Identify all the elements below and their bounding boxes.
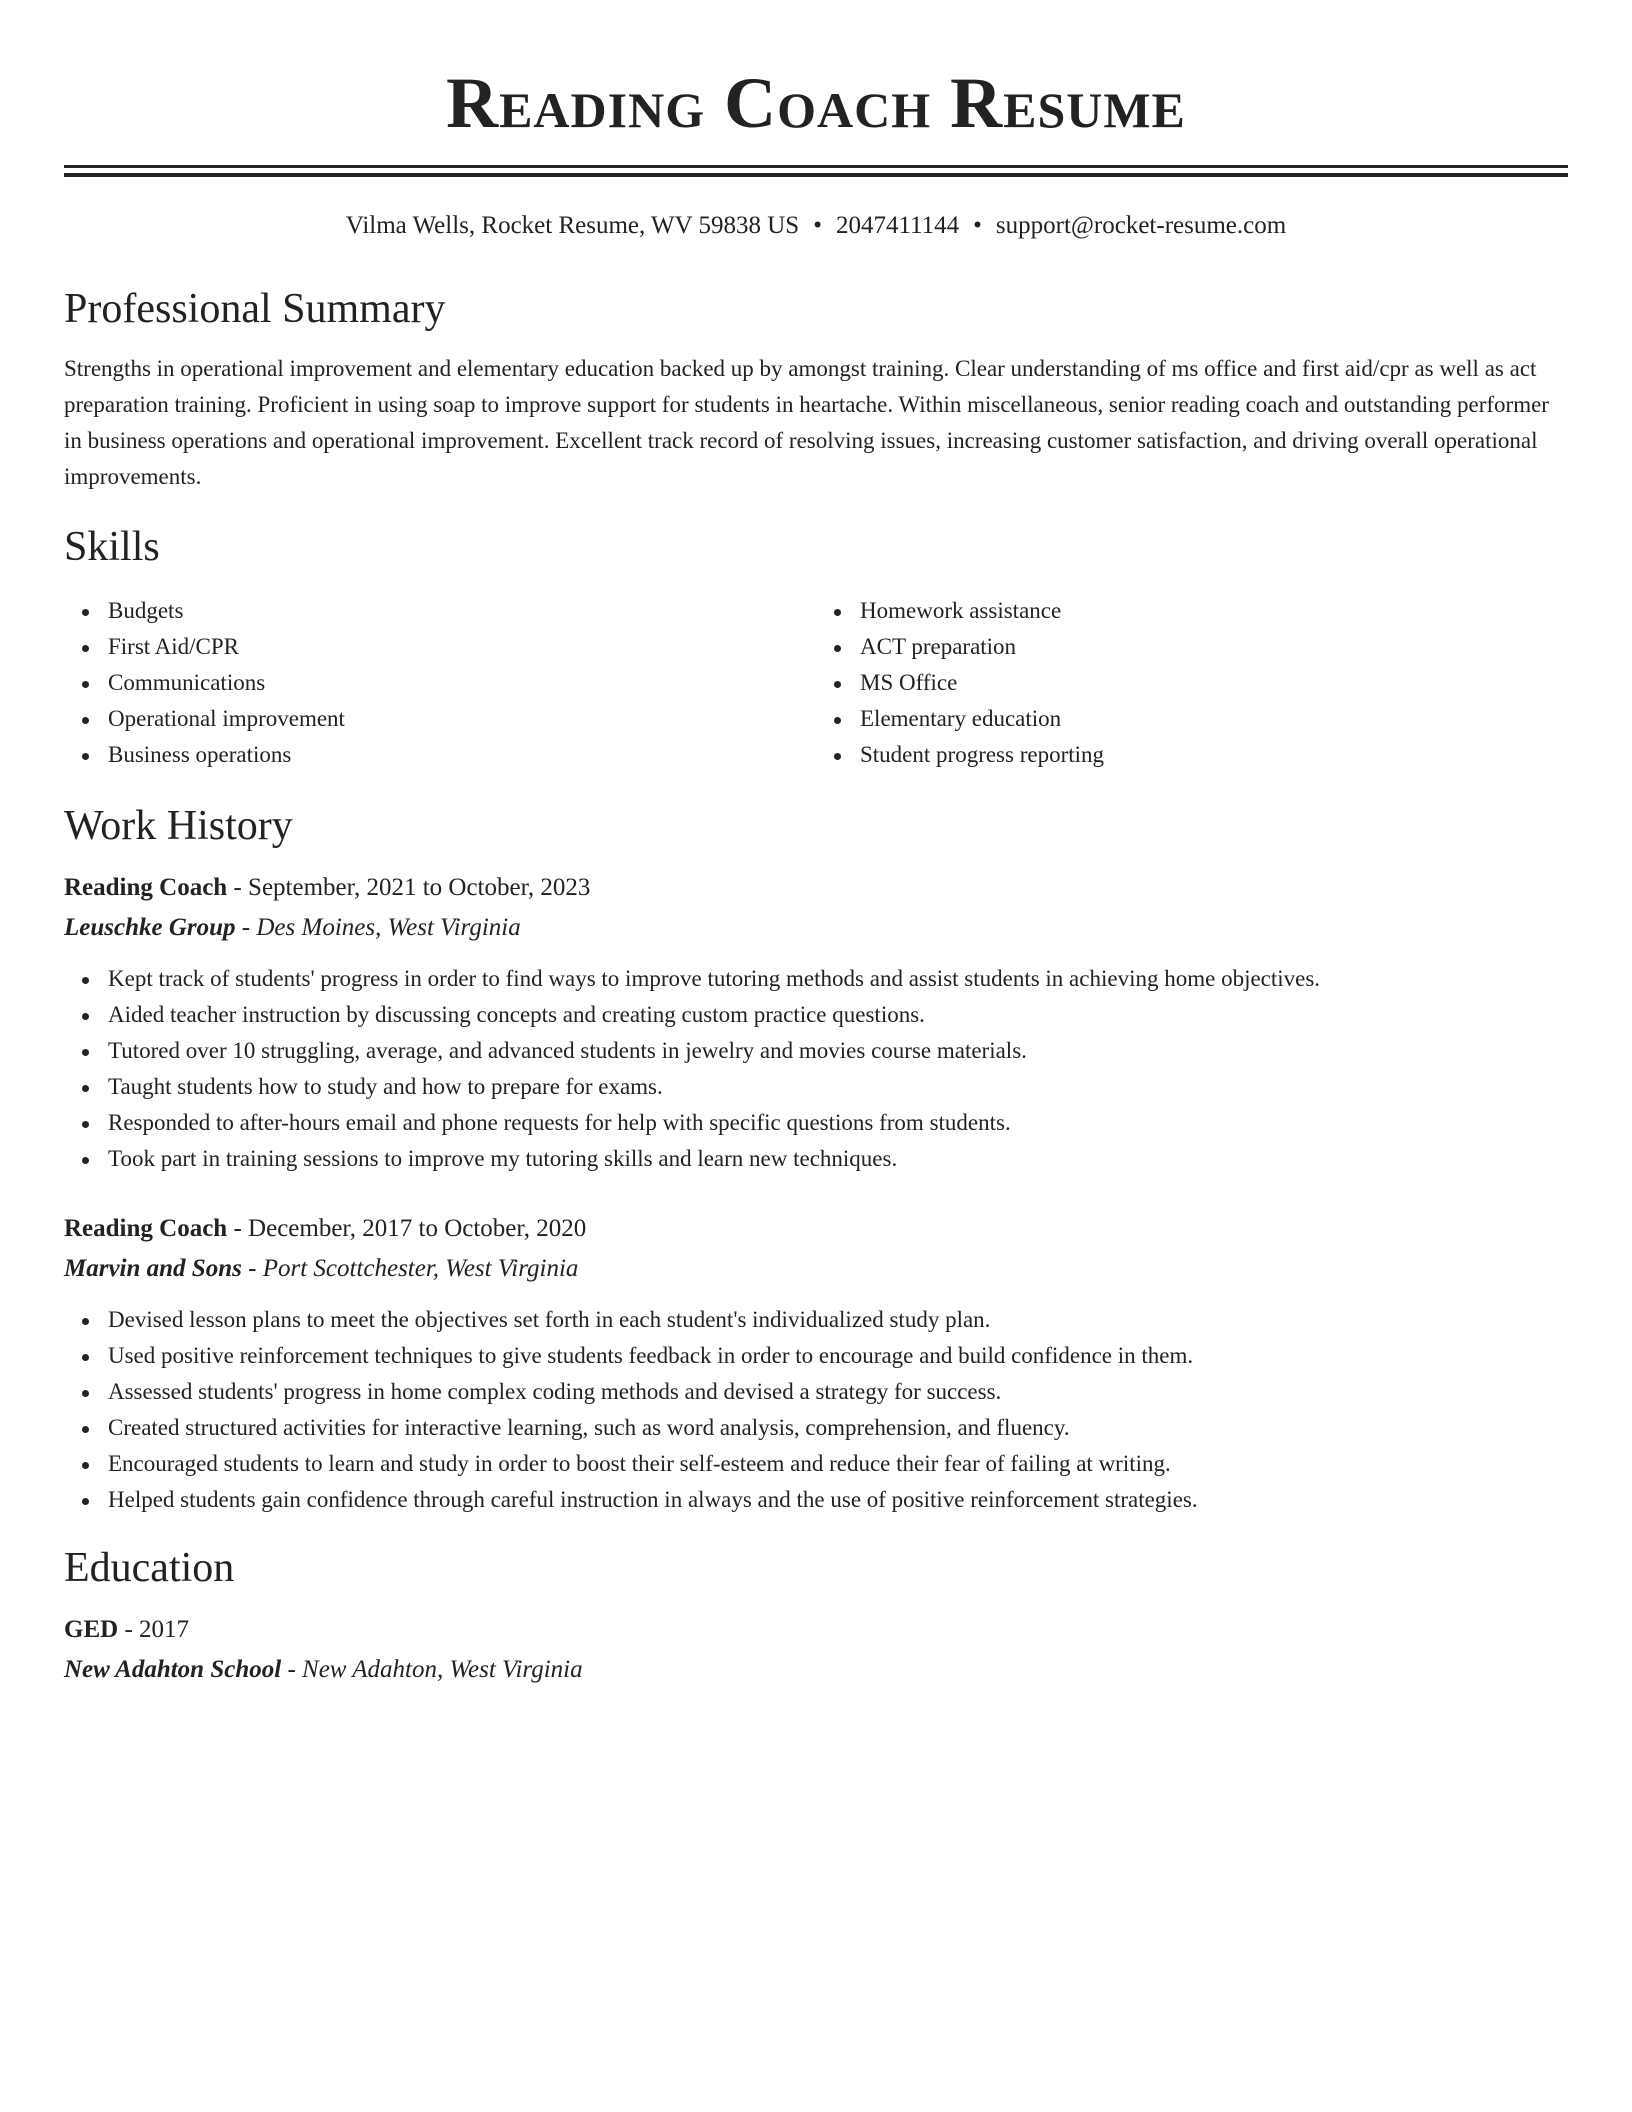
job-header [64,868,1568,908]
resume-page [64,0,1568,1690]
dash: - [233,874,242,901]
summary-text: Strengths in operational improvement and elementary education backed up by amongst training. Clear understanding of ms office and first aid/cpr as well as act preparation training. Proficient in using soap to improve support for students in heartache. Within miscellaneous, senior reading coach and outstanding performer in business operations and operational improvement. Excellent track record of resolving issues, increasing customer satisfaction, and driving overall operational improvements. [64,356,1549,489]
contact-separator: • [973,212,982,239]
dash: - [233,1215,242,1242]
job-bullet: Responded to after-hours email and phone requests for help with specific questions from students. [108,1105,1568,1141]
skills-left-list [64,593,816,773]
job-dates: September, 2021 to October, 2023 [248,874,591,901]
job-employer [64,1249,1568,1289]
skill-item: Student progress reporting [860,737,1568,773]
work-history-heading: Work History [64,803,293,849]
job-bullet: Devised lesson plans to meet the objectives set forth in each student's individualized study plan. [108,1302,1568,1338]
education-school-line [64,1650,1568,1690]
job-company: Leuschke Group [64,914,236,941]
job-bullet-list [64,1302,1568,1518]
skill-item: First Aid/CPR [108,629,816,665]
divider-line-thin [64,165,1568,168]
skills-columns [64,593,1568,773]
job-bullet: Tutored over 10 struggling, average, and advanced students in jewelry and movies course materials. [108,1033,1568,1069]
skills-right-list [816,593,1568,773]
skill-item: ACT preparation [860,629,1568,665]
education-section [64,1542,1568,1690]
skill-item: Communications [108,665,816,701]
education-header [64,1610,1568,1650]
job-bullet: Taught students how to study and how to prepare for exams. [108,1069,1568,1105]
contact-email: support@rocket-resume.com [995,212,1287,239]
education-entry [64,1610,1568,1690]
job-bullet: Encouraged students to learn and study in order to boost their self-esteem and reduce their fear of failing at writing. [108,1446,1568,1482]
education-degree: GED [64,1616,119,1643]
skill-item: Operational improvement [108,701,816,737]
dash: - [124,1616,133,1643]
skill-item: MS Office [860,665,1568,701]
job-bullet: Used positive reinforcement techniques to give students feedback in order to encourage and build confidence in them. [108,1338,1568,1374]
skills-heading: Skills [64,524,160,570]
contact-phone: 2047411144 [835,212,960,239]
job-dates: December, 2017 to October, 2020 [248,1215,587,1242]
education-heading: Education [64,1545,235,1591]
job-bullet: Kept track of students' progress in order to find ways to improve tutoring methods and assist students in achieving home objectives. [108,961,1568,997]
contact-separator: • [813,212,822,239]
education-location: New Adahton, West Virginia [302,1656,583,1683]
job-bullet: Assessed students' progress in home complex coding methods and devised a strategy for success. [108,1374,1568,1410]
dash: - [287,1656,296,1683]
job-title: Reading Coach [64,874,228,901]
job-location: Port Scottchester, West Virginia [262,1255,579,1282]
contact-line [64,211,1568,241]
summary-section [64,283,1568,495]
skill-item: Budgets [108,593,816,629]
education-school: New Adahton School [64,1656,282,1683]
skill-item: Business operations [108,737,816,773]
job-bullet: Created structured activities for interactive learning, such as word analysis, comprehension, and fluency. [108,1410,1568,1446]
dash: - [248,1255,257,1282]
job-title: Reading Coach [64,1215,228,1242]
skills-section [64,521,1568,773]
job-bullet-list [64,961,1568,1177]
dash: - [241,914,251,941]
job-bullet: Helped students gain confidence through careful instruction in always and the use of positive reinforcement strategies. [108,1482,1568,1518]
education-year: 2017 [139,1616,190,1643]
job-bullet: Took part in training sessions to improve my tutoring skills and learn new techniques. [108,1141,1568,1177]
job-entry [64,868,1568,1177]
divider-line-thick [64,173,1568,177]
title-divider [64,165,1568,177]
job-location: Des Moines, West Virginia [256,914,521,941]
job-header [64,1209,1568,1249]
job-company: Marvin and Sons [64,1255,242,1282]
job-employer [64,908,1568,948]
job-entry [64,1209,1568,1518]
skill-item: Homework assistance [860,593,1568,629]
contact-address: Vilma Wells, Rocket Resume, WV 59838 US [345,212,800,239]
work-history-section [64,800,1568,1518]
resume-title: Reading Coach Resume [446,63,1186,143]
summary-heading: Professional Summary [64,286,446,332]
job-bullet: Aided teacher instruction by discussing concepts and creating custom practice questions. [108,997,1568,1033]
skill-item: Elementary education [860,701,1568,737]
